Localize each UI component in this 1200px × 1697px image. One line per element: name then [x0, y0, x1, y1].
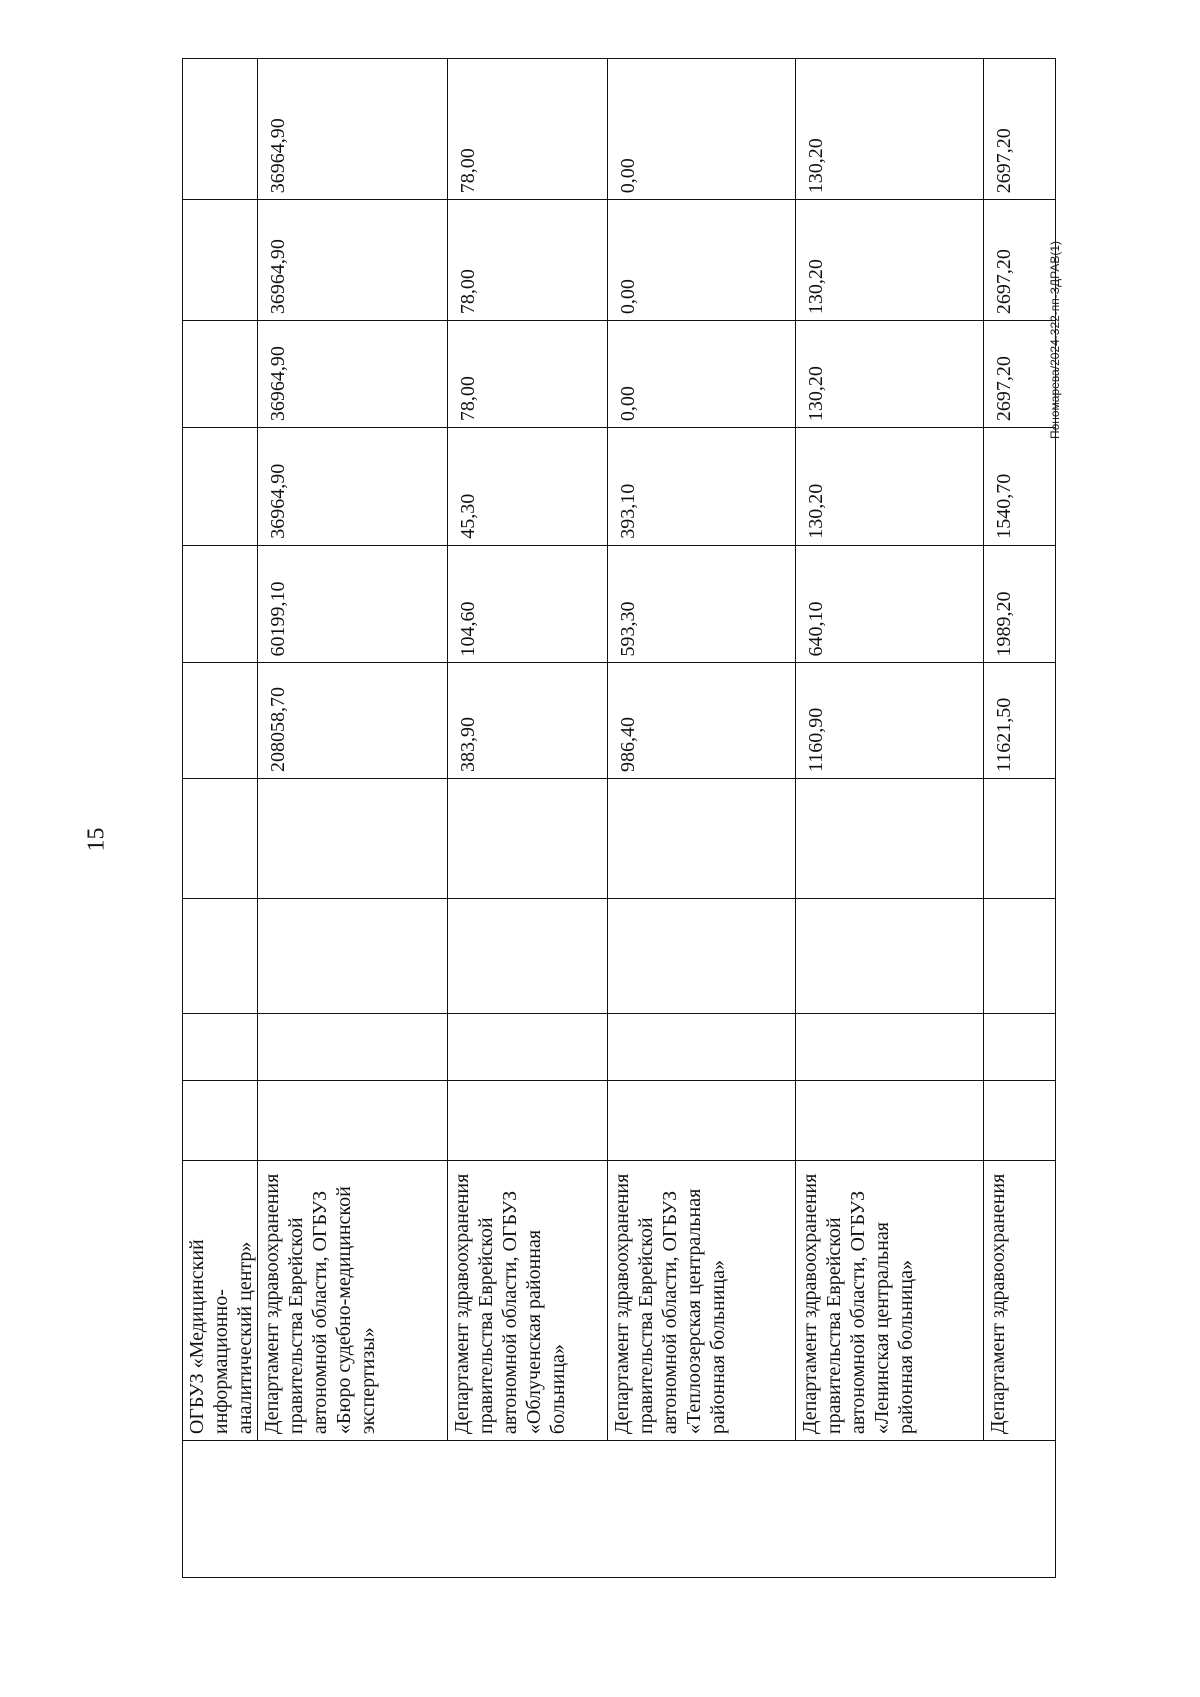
table-cell [448, 1014, 608, 1080]
table-cell [608, 898, 796, 1014]
table-cell [258, 1014, 448, 1080]
table-cell: 60199,10 [258, 545, 448, 663]
table-cell [796, 1014, 984, 1080]
table-cell [448, 1080, 608, 1160]
table-row [984, 59, 1056, 1578]
table-cell: 986,40 [608, 663, 796, 779]
document-id: Пономарева/2024-322-пп-ЗДРАВ(1) [1048, 240, 1062, 440]
table-row [258, 59, 448, 1578]
table-row [183, 59, 258, 1578]
table-cell [608, 778, 796, 898]
table-cell [258, 898, 448, 1014]
table-cell [183, 1080, 258, 1160]
table-cell [258, 1080, 448, 1160]
table-cell: 2697,20 [984, 200, 1056, 321]
table-cell [183, 663, 258, 779]
budget-table [182, 58, 1056, 1578]
table-row [796, 59, 984, 1578]
page-number: 15 [83, 827, 110, 852]
table-cell [183, 428, 258, 546]
table-cell: 45,30 [448, 428, 608, 546]
table-cell [796, 1080, 984, 1160]
table-cell: 2697,20 [984, 59, 1056, 200]
table-cell [448, 778, 608, 898]
executor-cell: Департамент здравоохранения правительства Еврейской автономной области, ОГБУЗ «Теплоозерская центральная районная больница» [608, 1160, 796, 1440]
table-cell: 130,20 [796, 321, 984, 428]
table-row [448, 59, 608, 1578]
table-cell [183, 898, 258, 1014]
table-cell: 2697,20 [984, 321, 1056, 428]
table-cell: 36964,90 [258, 428, 448, 546]
table-cell [984, 1080, 1056, 1160]
table-cell [984, 898, 1056, 1014]
table-cell [183, 1014, 258, 1080]
table-cell [608, 1014, 796, 1080]
table-cell [183, 59, 258, 200]
table-cell: 0,00 [608, 321, 796, 428]
table-cell: 78,00 [448, 321, 608, 428]
table-cell: 78,00 [448, 59, 608, 200]
table-cell: 36964,90 [258, 200, 448, 321]
table-cell: 0,00 [608, 200, 796, 321]
table-cell [608, 1080, 796, 1160]
table-cell: 640,10 [796, 545, 984, 663]
table-cell: 36964,90 [258, 321, 448, 428]
merged-left-cell [183, 1441, 1056, 1578]
table-cell: 1160,90 [796, 663, 984, 779]
table-cell: 36964,90 [258, 59, 448, 200]
table-cell [984, 1014, 1056, 1080]
table-cell: 130,20 [796, 59, 984, 200]
table-cell [183, 321, 258, 428]
table-cell [183, 778, 258, 898]
table-cell: 0,00 [608, 59, 796, 200]
table-cell [984, 778, 1056, 898]
table-cell [796, 778, 984, 898]
table-cell: 130,20 [796, 428, 984, 546]
table-cell [183, 200, 258, 321]
table-cell [258, 778, 448, 898]
table-row [608, 59, 796, 1578]
table-cell: 593,30 [608, 545, 796, 663]
executor-cell: Департамент здравоохранения правительства Еврейской автономной области, ОГБУЗ «Облученская районная больница» [448, 1160, 608, 1440]
table-cell [796, 898, 984, 1014]
table-cell: 383,90 [448, 663, 608, 779]
table-cell [183, 545, 258, 663]
executor-cell: Департамент здравоохранения правительства Еврейской автономной области, ОГБУЗ «Бюро судебно-медицинской экспертизы» [258, 1160, 448, 1440]
table-cell: 1989,20 [984, 545, 1056, 663]
budget-table-container [182, 58, 1052, 1578]
executor-cell: ОГБУЗ «Медицинский информационно-аналитический центр» [183, 1160, 258, 1440]
table-cell: 130,20 [796, 200, 984, 321]
table-cell: 11621,50 [984, 663, 1056, 779]
table-cell [448, 898, 608, 1014]
executor-cell: Департамент здравоохранения правительства Еврейской автономной области, ОГБУЗ «Ленинская центральная районная больница» [796, 1160, 984, 1440]
table-cell: 393,10 [608, 428, 796, 546]
table-cell: 1540,70 [984, 428, 1056, 546]
table-cell: 208058,70 [258, 663, 448, 779]
table-cell: 78,00 [448, 200, 608, 321]
table-cell: 104,60 [448, 545, 608, 663]
executor-cell: Департамент здравоохранения [984, 1160, 1056, 1440]
